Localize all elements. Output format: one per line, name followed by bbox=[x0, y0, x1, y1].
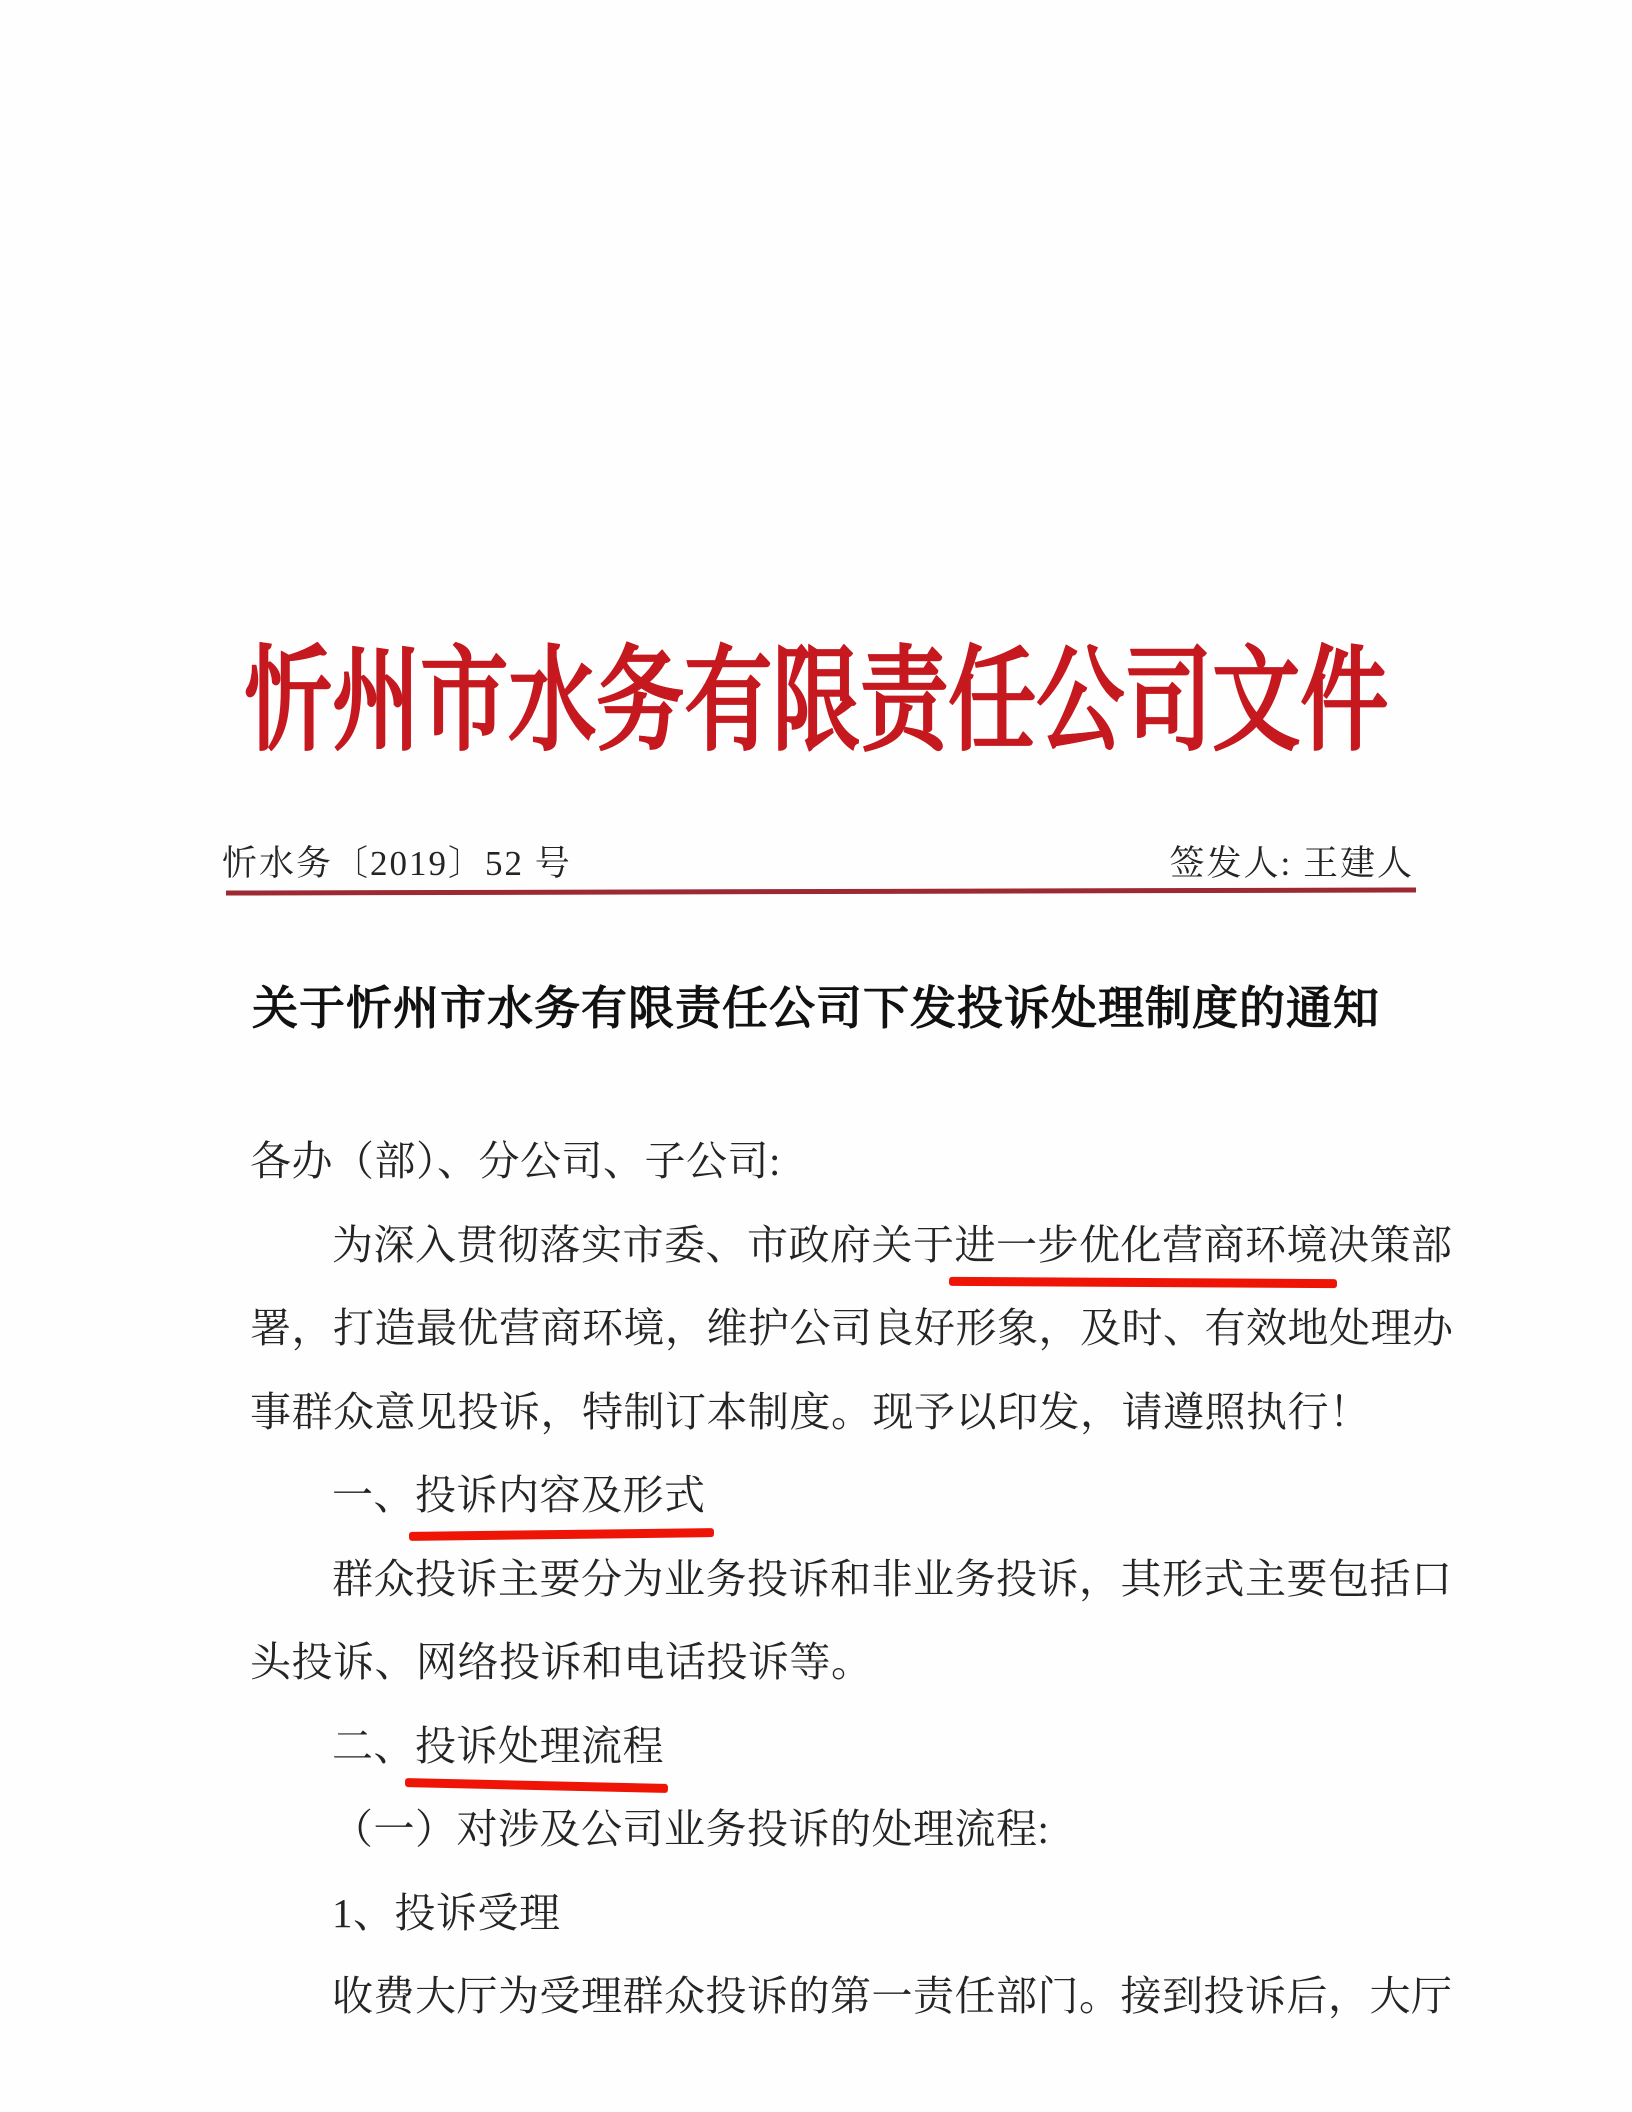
body-text-segment: 群众投诉主要分为业务投诉和非业务投诉，其形式主要包括口 bbox=[332, 1555, 1453, 1602]
body-line bbox=[250, 1955, 1453, 2039]
org-banner-title: 忻州市水务有限责任公司文件 bbox=[243, 639, 1388, 766]
document-header-row bbox=[222, 836, 1414, 886]
body-text-segment: 头投诉、网络投诉和电话投诉等。 bbox=[250, 1639, 873, 1685]
body-text-segment: 1、投诉受理 bbox=[332, 1889, 561, 1936]
notice-title: 关于忻州市水务有限责任公司下发投诉处理制度的通知 bbox=[252, 983, 1380, 1034]
body-line bbox=[250, 1621, 1436, 1705]
body-line bbox=[250, 1204, 1453, 1288]
section-heading-line bbox=[250, 1705, 1436, 1789]
body-line bbox=[250, 1788, 1436, 1872]
red-underlined-phrase: 投诉处理流程 bbox=[415, 1705, 664, 1789]
red-divider-rule bbox=[226, 887, 1416, 895]
issuer-name: 签发人: 王建人 bbox=[1169, 844, 1414, 883]
body-text-segment: 决策部 bbox=[1328, 1221, 1453, 1268]
section-heading-line bbox=[250, 1454, 1436, 1538]
body-line bbox=[250, 1287, 1454, 1371]
body-line bbox=[250, 1371, 1436, 1455]
body-text-segment: 为深入贯彻落实市委、市政府关于 bbox=[332, 1221, 955, 1268]
document-number: 忻水务〔2019〕52 号 bbox=[222, 844, 572, 883]
body-text-segment: 事群众意见投诉，特制订本制度。现予以印发，请遵照执行！ bbox=[250, 1388, 1371, 1435]
red-underlined-phrase: 进一步优化营商环境 bbox=[955, 1204, 1329, 1288]
body-line bbox=[250, 1872, 1436, 1956]
body-line bbox=[250, 1538, 1453, 1622]
document-body bbox=[250, 1120, 1454, 2039]
body-text-segment: 二、 bbox=[332, 1722, 415, 1769]
body-text-segment: （一）对涉及公司业务投诉的处理流程: bbox=[332, 1806, 1050, 1852]
body-text-segment: 一、 bbox=[332, 1472, 415, 1518]
body-text-segment: 收费大厅为受理群众投诉的第一责任部门。接到投诉后，大厅 bbox=[332, 1973, 1453, 2019]
body-text-segment: 署，打造最优营商环境，维护公司良好形象，及时、有效地处理办 bbox=[250, 1305, 1454, 1351]
salutation-line bbox=[250, 1120, 1436, 1204]
red-underlined-phrase: 投诉内容及形式 bbox=[415, 1454, 706, 1538]
salutation-text: 各办（部）、分公司、子公司: bbox=[250, 1138, 781, 1184]
